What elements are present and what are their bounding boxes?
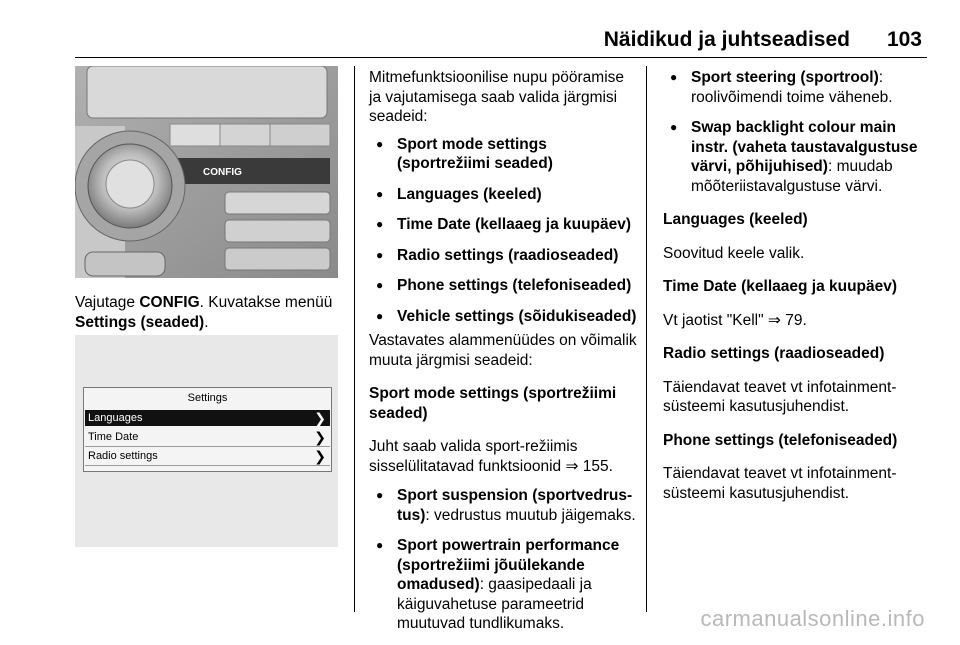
- menu-item-time-date: [85, 429, 330, 445]
- list-item: ● Phone settings (telefoniseaded): [369, 276, 637, 296]
- settings-screen-figure: [75, 335, 338, 547]
- menu-item-label: Languages: [88, 412, 143, 424]
- section-heading: Sport mode settings (sportrežiimi seaded): [369, 385, 617, 422]
- config-button-label: CONFIG: [203, 167, 242, 178]
- sport-options-list: [369, 486, 637, 634]
- menu-item-radio-settings: [85, 448, 330, 464]
- dashboard-illustration: [75, 66, 338, 278]
- section-text: Juht saab valida sport-režiimis sisselülitatavad funktsioonid ⇒ 155.: [369, 438, 613, 475]
- list-item: [369, 486, 637, 525]
- column-divider-2: [646, 66, 647, 612]
- section-heading: Radio settings (raadioseaded): [663, 345, 885, 362]
- option-description: : roolivõimendi toime väheneb.: [691, 69, 893, 106]
- list-item: ● Time Date (kellaaeg ja kuupäev): [369, 215, 637, 235]
- figure-caption: [75, 293, 338, 332]
- section-heading: Phone settings (telefoniseaded): [663, 431, 898, 449]
- page-title: Näidikud ja juhtseadised: [603, 28, 850, 51]
- menu-item-languages: [85, 410, 330, 426]
- option-name: Swap backlight colour main instr. (vaheta taustavalgustuse värvi, põhijuhised): [691, 119, 918, 175]
- chevron-right-icon: ❯: [314, 429, 326, 445]
- page-header: [0, 28, 960, 58]
- section-text: Vt jaotist "Kell" ⇒ 79.: [663, 311, 807, 329]
- list-item: ● Radio settings (raadioseaded): [369, 246, 637, 266]
- menu-separator: [85, 446, 330, 447]
- settings-list: [369, 135, 637, 327]
- caption-end: .: [204, 313, 209, 331]
- chevron-right-icon: ❯: [314, 448, 326, 464]
- column-divider-1: [354, 66, 355, 612]
- option-name: Sport suspension (sportvedrus-tus): [397, 487, 633, 524]
- caption-text-2: . Kuvatakse menüü: [199, 294, 333, 311]
- chevron-right-icon: ❯: [314, 410, 326, 426]
- list-item: [663, 68, 933, 107]
- menu-item-label: Time Date: [88, 431, 139, 443]
- caption-settings: Settings (seaded): [75, 313, 205, 331]
- list-item: [663, 118, 933, 196]
- list-item: ● Sport mode settings (sportrežiimi seaded): [369, 135, 637, 174]
- menu-separator: [85, 465, 330, 466]
- column-2: [369, 68, 637, 645]
- caption-text: Vajutage: [75, 294, 140, 311]
- section-text: Täiendavat teavet vt infotainment-süsteemi kasutusjuhendist.: [663, 465, 897, 502]
- option-description: : muudab mõõteriistavalgustuse värvi.: [691, 158, 893, 195]
- menu-item-label: Radio settings: [88, 450, 158, 462]
- section-text: Täiendavat teavet vt infotainment-süsteemi kasutusjuhendist.: [663, 378, 897, 415]
- section-text: Soovitud keele valik.: [663, 244, 805, 262]
- option-description: : vedrustus muutub jäigemaks.: [425, 506, 636, 524]
- option-name: Sport steering (sportrool): [691, 69, 879, 86]
- list-item: ● Languages (keeled): [369, 185, 637, 205]
- list-item: ● Vehicle settings (sõidukiseaded): [369, 307, 637, 327]
- settings-display: [83, 387, 332, 472]
- list-item: [369, 536, 637, 634]
- section-heading: Languages (keeled): [663, 211, 808, 228]
- intro-paragraph: Mitmefunktsioonilise nupu pööramise ja vajutamisega saab valida järgmisi seadeid:: [369, 69, 625, 125]
- option-name: Sport powertrain performance (sportrežiimi jõuülekande omadused): [397, 537, 620, 593]
- section-heading: Time Date (kellaaeg ja kuupäev): [663, 278, 898, 295]
- sport-options-list-continued: [663, 68, 933, 196]
- watermark: carmanualsonline.info: [700, 606, 925, 631]
- config-button-photo: [75, 66, 338, 278]
- page-number: 103: [886, 28, 922, 51]
- submenu-paragraph: Vastavates alammenüüdes on võimalik muuta järgmisi seadeid:: [369, 332, 637, 369]
- caption-config: CONFIG: [139, 294, 200, 311]
- screen-title: Settings: [187, 392, 228, 404]
- option-description: : gaasipedaali ja käiguvahetuse parameetrid muutuvad tundlikumaks.: [397, 576, 592, 632]
- header-rule: [75, 57, 927, 58]
- column-3: [663, 68, 933, 517]
